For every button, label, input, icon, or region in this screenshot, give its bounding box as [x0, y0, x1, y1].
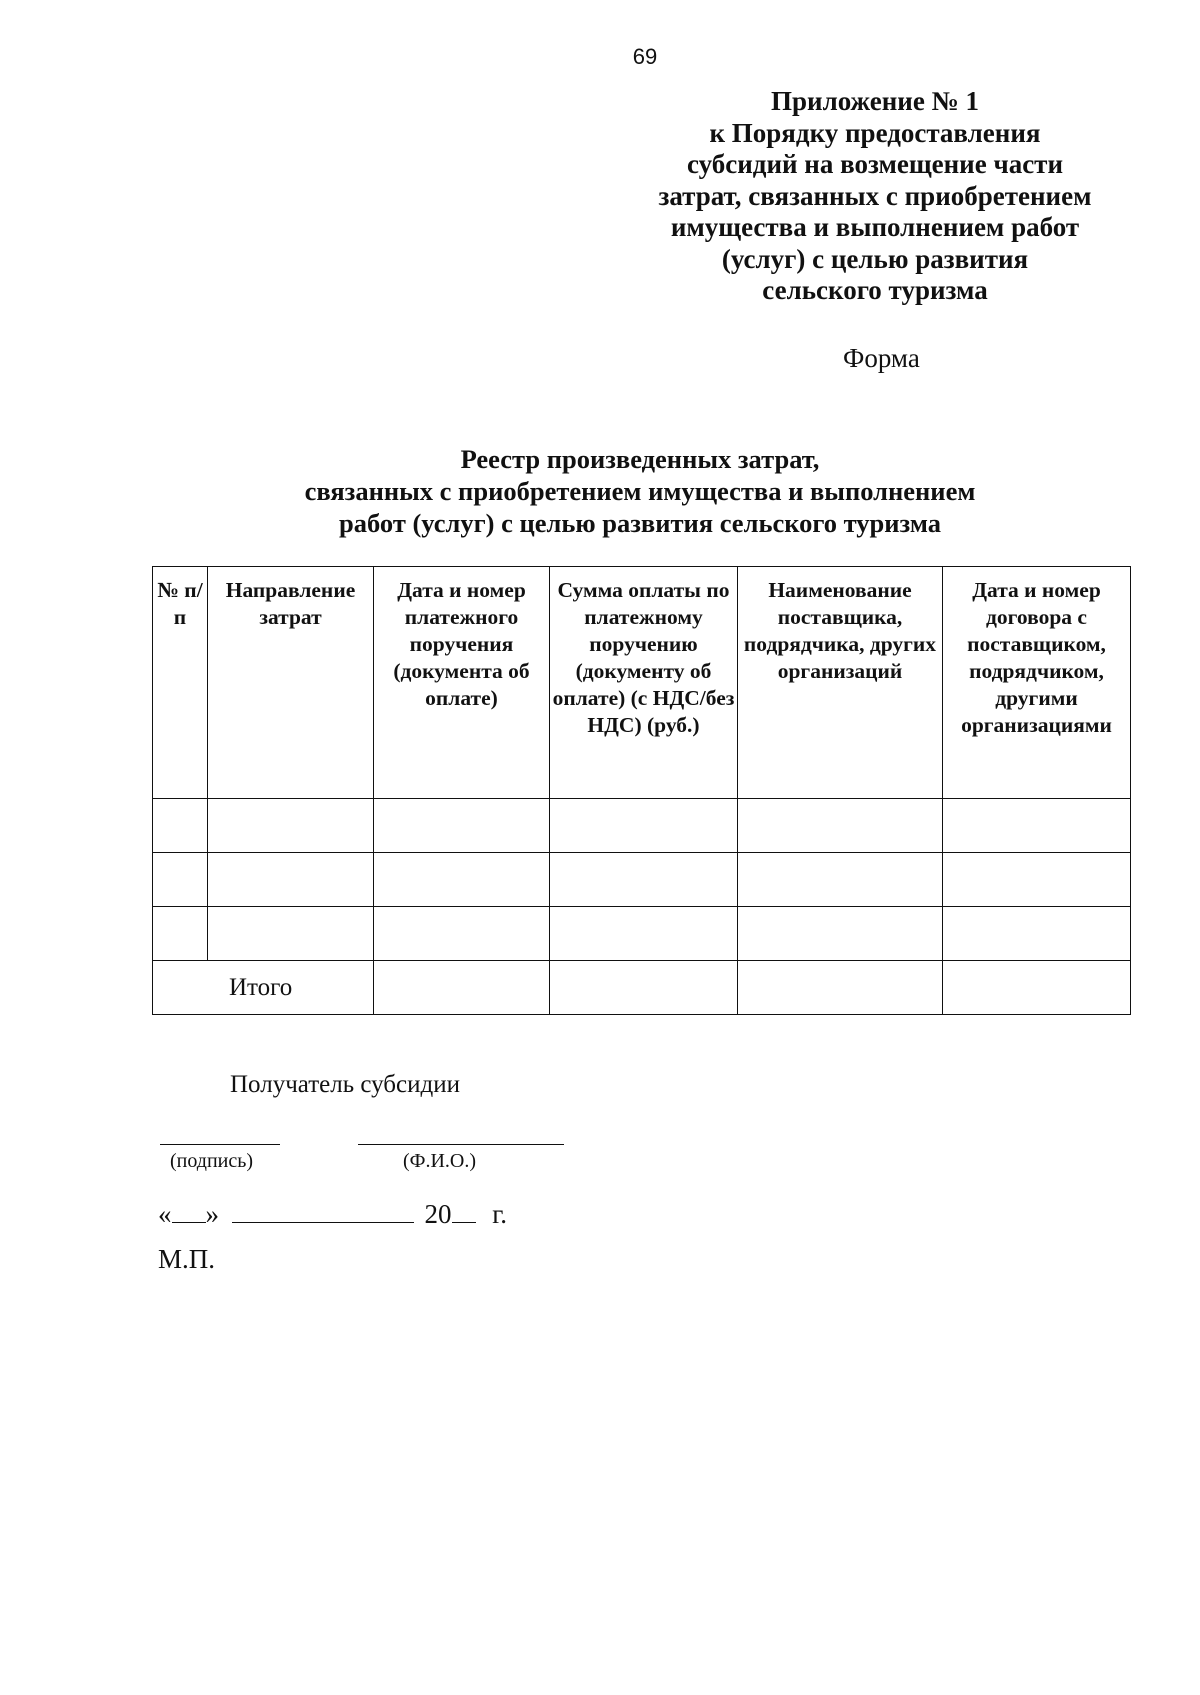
title-line: работ (услуг) с целью развития сельского туризма	[339, 508, 941, 538]
name-caption: (Ф.И.О.)	[403, 1150, 477, 1172]
table-cell	[208, 799, 374, 853]
stamp-label: М.П.	[158, 1244, 216, 1274]
total-label: Итого	[153, 961, 374, 1015]
table-cell	[550, 799, 738, 853]
total-row	[153, 961, 1131, 1015]
appendix-line: затрат, связанных с приобретением	[658, 180, 1092, 211]
expense-registry-table	[152, 566, 1131, 1015]
table-cell	[738, 853, 943, 907]
appendix-line: Приложение № 1	[771, 86, 979, 116]
table-cell	[943, 799, 1131, 853]
month-blank	[232, 1198, 414, 1223]
day-blank	[172, 1198, 206, 1223]
name-line	[358, 1144, 564, 1145]
table-cell	[153, 907, 208, 961]
table-cell	[738, 961, 943, 1015]
table-row	[153, 799, 1131, 853]
title-line: Реестр произведенных затрат,	[460, 444, 820, 474]
header-contract: Дата и номер договора с поставщиком, подрядчиком, другими организациями	[943, 567, 1131, 799]
table-cell	[943, 961, 1131, 1015]
appendix-line: субсидий на возмещение части	[686, 149, 1064, 179]
header-payment-order: Дата и номер платежного поручения (документа об оплате)	[374, 567, 550, 799]
appendix-line: (услуг) с целью развития	[721, 243, 1029, 274]
table-header-row	[153, 567, 1131, 799]
table-cell	[374, 799, 550, 853]
signature-caption: (подпись)	[170, 1150, 254, 1172]
header-row-number: № п/п	[153, 567, 208, 799]
appendix-line: к Порядку предоставления	[709, 117, 1041, 148]
table-cell	[153, 853, 208, 907]
table-cell	[738, 799, 943, 853]
page-number: 69	[632, 44, 658, 69]
table-cell	[374, 853, 550, 907]
header-supplier-name: Наименование поставщика, подрядчика, других организаций	[738, 567, 943, 799]
table-cell	[208, 853, 374, 907]
table-cell	[738, 907, 943, 961]
date-line	[158, 1198, 507, 1230]
year-blank	[452, 1198, 476, 1223]
table-row	[153, 853, 1131, 907]
table-cell	[374, 961, 550, 1015]
table-cell	[374, 907, 550, 961]
date-year-suffix: г.	[492, 1199, 508, 1229]
date-open-quote: «	[158, 1199, 172, 1229]
table-cell	[943, 907, 1131, 961]
form-label: Форма	[843, 343, 920, 373]
date-year-prefix: 20	[424, 1199, 452, 1229]
table-cell	[943, 853, 1131, 907]
appendix-line: имущества и выполнением работ	[670, 212, 1080, 242]
document-title	[150, 443, 1130, 539]
appendix-header	[610, 86, 1140, 307]
header-expense-direction: Направление затрат	[208, 567, 374, 799]
appendix-line: сельского туризма	[762, 275, 988, 305]
table-cell	[550, 961, 738, 1015]
date-close-quote: »	[205, 1199, 219, 1229]
table-cell	[208, 907, 374, 961]
recipient-label: Получатель субсидии	[230, 1071, 460, 1098]
title-line: связанных с приобретением имущества и выполнением	[304, 476, 976, 506]
header-payment-amount: Сумма оплаты по платежному поручению (документу об оплате) (с НДС/без НДС) (руб.)	[550, 567, 738, 799]
table-cell	[550, 907, 738, 961]
table-cell	[550, 853, 738, 907]
table-cell	[153, 799, 208, 853]
table-row	[153, 907, 1131, 961]
signature-line	[160, 1144, 280, 1145]
